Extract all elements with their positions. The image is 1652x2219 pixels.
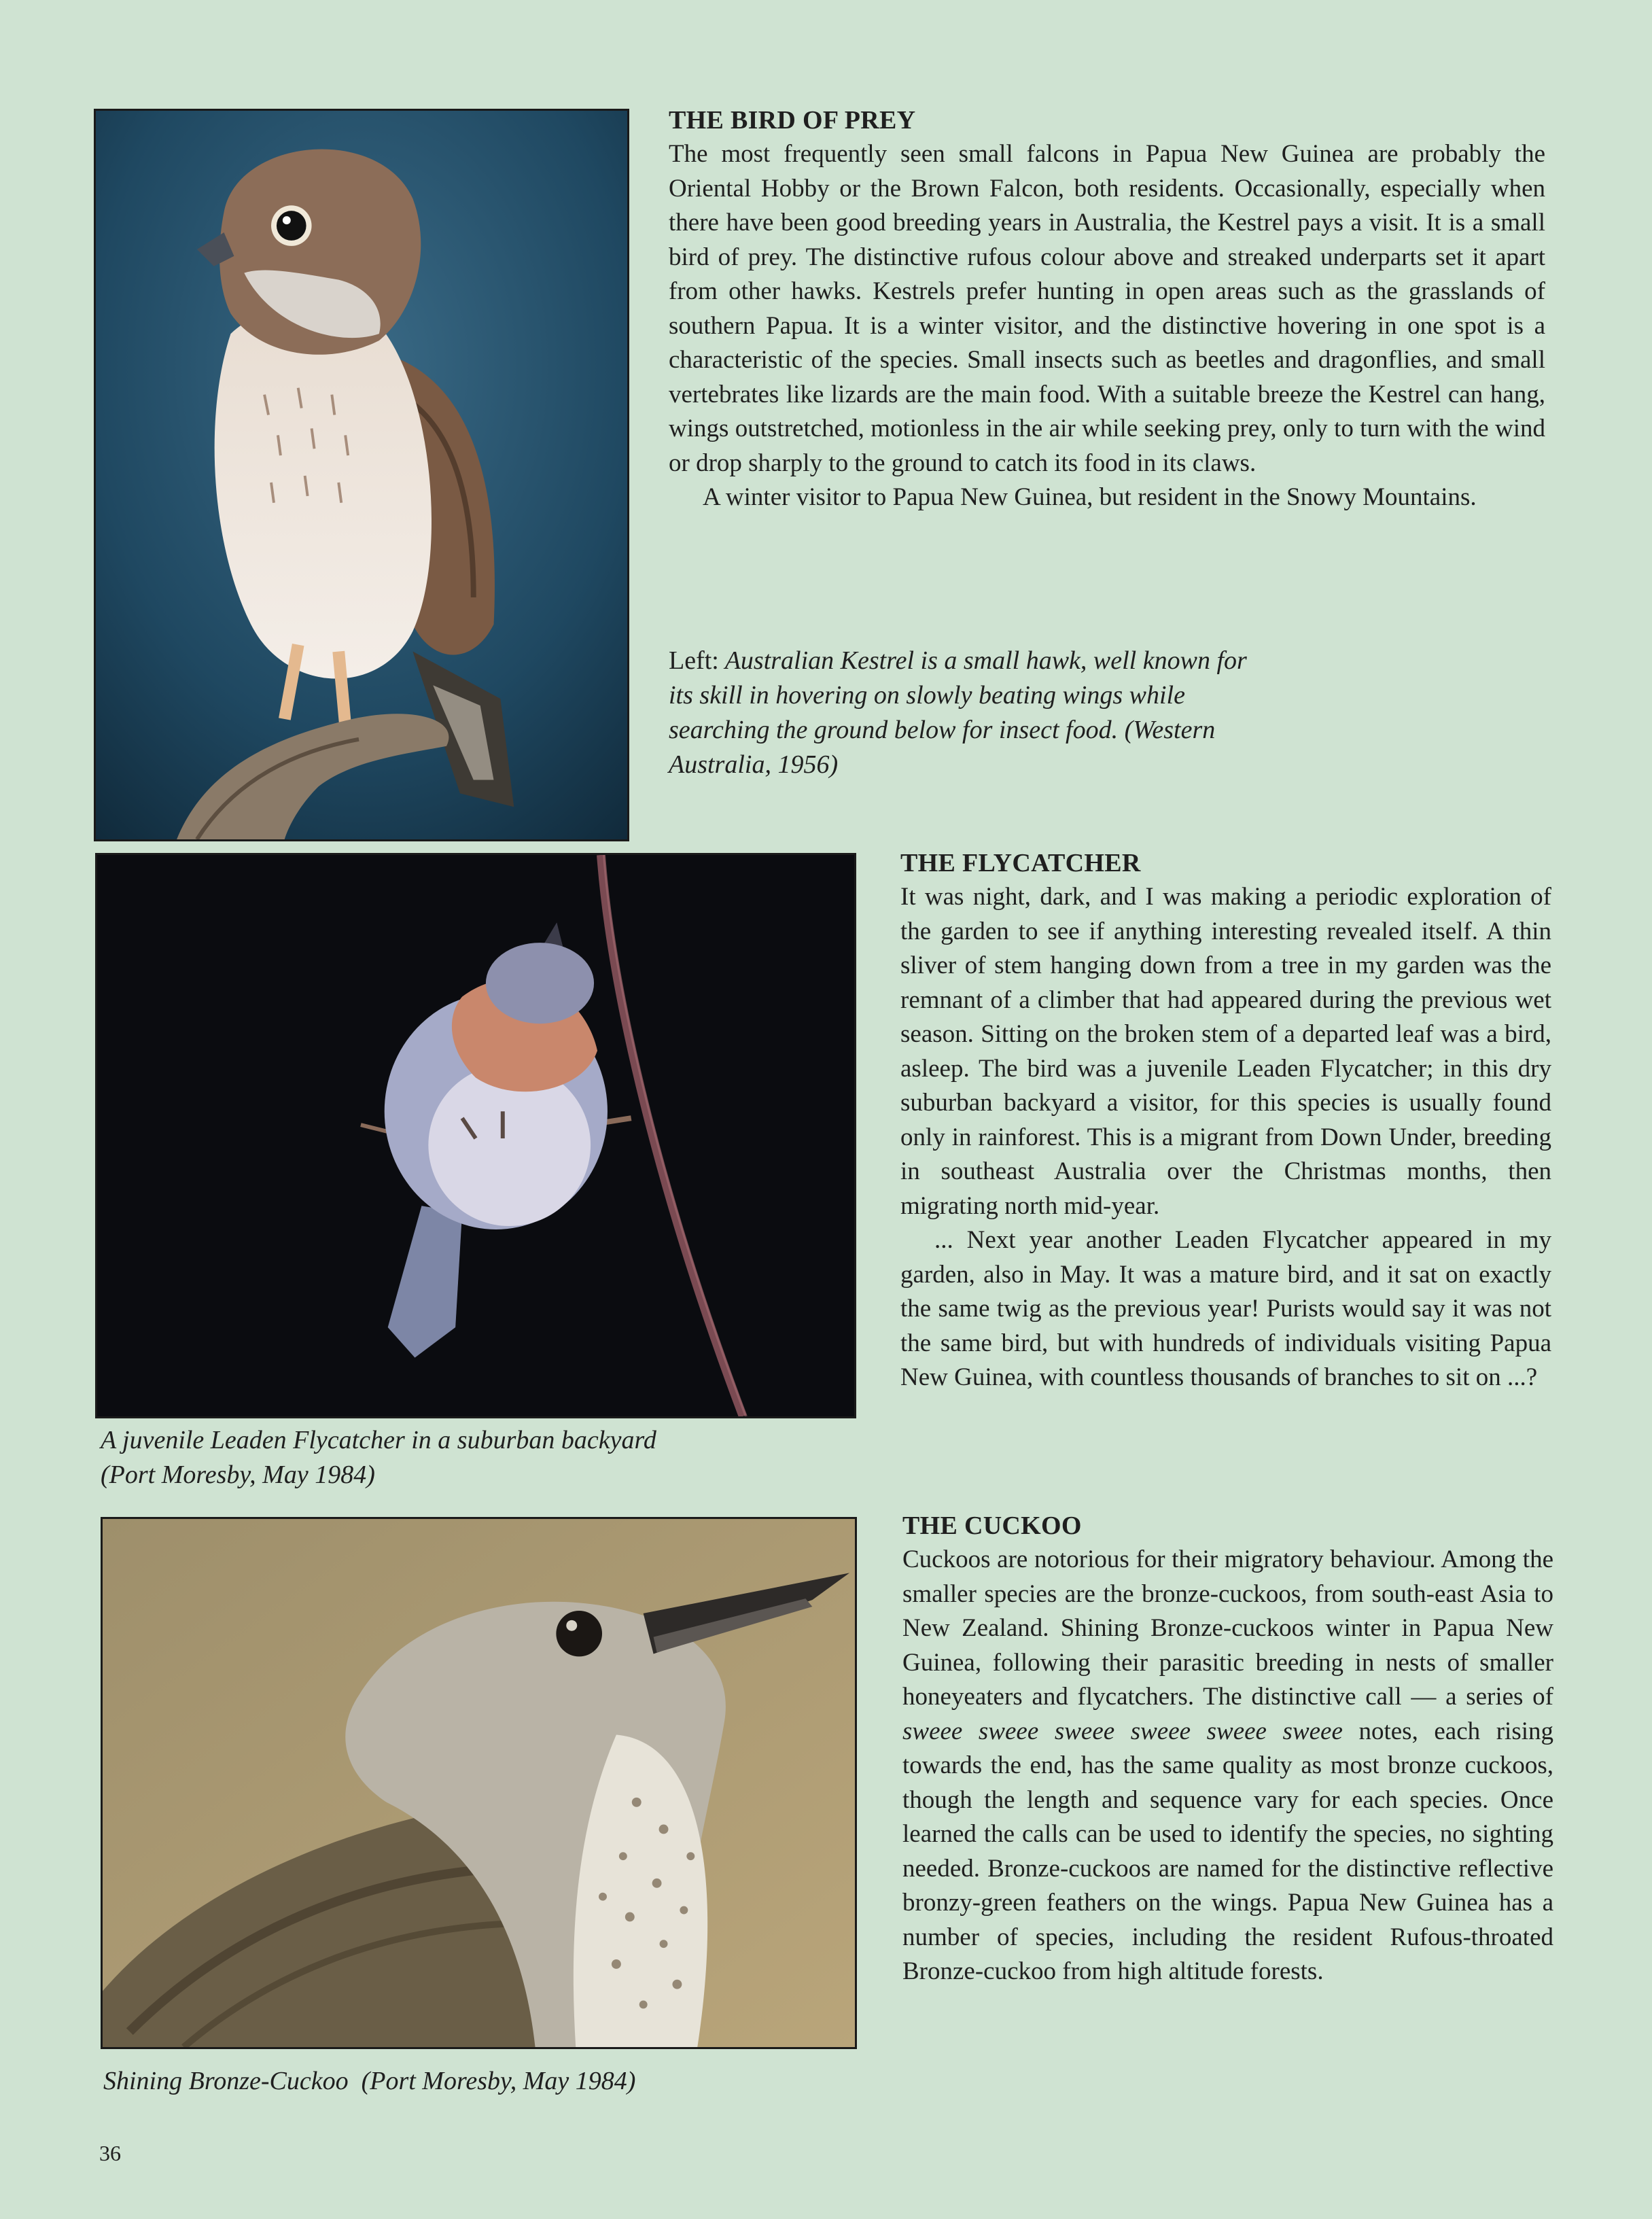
flycatcher-caption (101, 1423, 848, 1492)
bird-of-prey-heading: THE BIRD OF PREY (669, 106, 916, 135)
cuckoo-paragraph-part-1: Cuckoos are notorious for their migratory behaviour. Among the smaller species are the bronze-cuckoos, from south-east Asia to New Zealand. Shining Bronze-cuckoos winter in Papua New Guinea, following their parasitic breeding in nests of smaller honeyeaters and flycatchers. The distinctive call — a series of (902, 1545, 1553, 1711)
flycatcher-paragraph-1: It was night, dark, and I was making a periodic exploration of the garden to see if anything interesting revealed itself. A thin sliver of stem hanging down from a tree in my garden was the remnant of a climber that had appeared during the previous wet season. Sitting on the broken stem of a departed leaf was a bird, asleep. The bird was a juvenile Leaden Flycatcher; in this dry suburban backyard a visitor, for this species is usually found only in rainforest. This is a migrant from Down Under, breeding in southeast Australia over the Christmas months, then migrating north mid-year. (900, 883, 1551, 1220)
kestrel-caption (669, 644, 1267, 782)
cuckoo-paragraph (902, 1543, 1553, 1989)
cuckoo-illustration (103, 1519, 855, 2047)
flycatcher-photo (95, 853, 856, 1418)
cuckoo-section (902, 1509, 1553, 1989)
flycatcher-caption-line-1: A juvenile Leaden Flycatcher in a suburban backyard (101, 1426, 656, 1454)
bird-of-prey-paragraph-1: The most frequently seen small falcons in Papua New Guinea are probably the Oriental Hobby or the Brown Falcon, both residents. Occasionally, especially when there have been good breeding years in Australia, the Kestrel pays a visit. It is a small bird of prey. The distinctive rufous colour above and streaked underparts set it apart from other hawks. Kestrels prefer hunting in open areas such as the grasslands of southern Papua. It is a winter visitor, and the distinctive hovering in one spot is a characteristic of the species. Small insects such as beetles and dragonflies, and small vertebrates like lizards are the main food. With a suitable breeze the Kestrel can hang, wings outstretched, motionless in the air while seeking prey, only to turn with the wind or drop sharply to the ground to catch its food in its claws. (669, 140, 1545, 477)
cuckoo-call-text: sweee sweee sweee sweee sweee sweee (902, 1717, 1343, 1745)
flycatcher-heading: THE FLYCATCHER (900, 849, 1141, 877)
cuckoo-paragraph-part-2: notes, each rising towards the end, has the same quality as most bronze cuckoos, though the length and sequence vary for each species. Once learned the calls can be used to identify the species, no sighting needed. Bronze-cuckoos are named for the distinctive reflective bronzy-green feathers on the wings. Papua New Guinea has a number of species, including the resident Rufous-throated Bronze-cuckoo from high altitude forests. (902, 1717, 1553, 1985)
kestrel-photo (94, 109, 629, 841)
page-number: 36 (99, 2141, 121, 2165)
flycatcher-caption-line-2: (Port Moresby, May 1984) (101, 1461, 375, 1489)
cuckoo-heading: THE CUCKOO (902, 1512, 1082, 1540)
cuckoo-caption: Shining Bronze-Cuckoo (Port Moresby, May 1984) (103, 2067, 636, 2095)
flycatcher-illustration (97, 855, 854, 1416)
cuckoo-photo (101, 1517, 857, 2049)
bird-of-prey-paragraph-2: A winter visitor to Papua New Guinea, but resident in the Snowy Mountains. (703, 483, 1477, 511)
flycatcher-paragraph-2: ... Next year another Leaden Flycatcher appeared in my garden, also in May. It was a mature bird, and it sat on exactly the same twig as the previous year! Purists would say it was not the same bird, but with hundreds of individuals visiting Papua New Guinea, with countless thousands of branches to sit on ...? (900, 1226, 1551, 1391)
kestrel-caption-prefix: Left: (669, 646, 719, 675)
kestrel-illustration (96, 111, 627, 839)
flycatcher-section (900, 846, 1551, 1395)
kestrel-caption-text: Australian Kestrel is a small hawk, well known for its skill in hovering on slowly beating wings while searching the ground below for insect food. (Western Australia, 1956) (669, 646, 1247, 779)
bird-of-prey-section (669, 103, 1545, 515)
